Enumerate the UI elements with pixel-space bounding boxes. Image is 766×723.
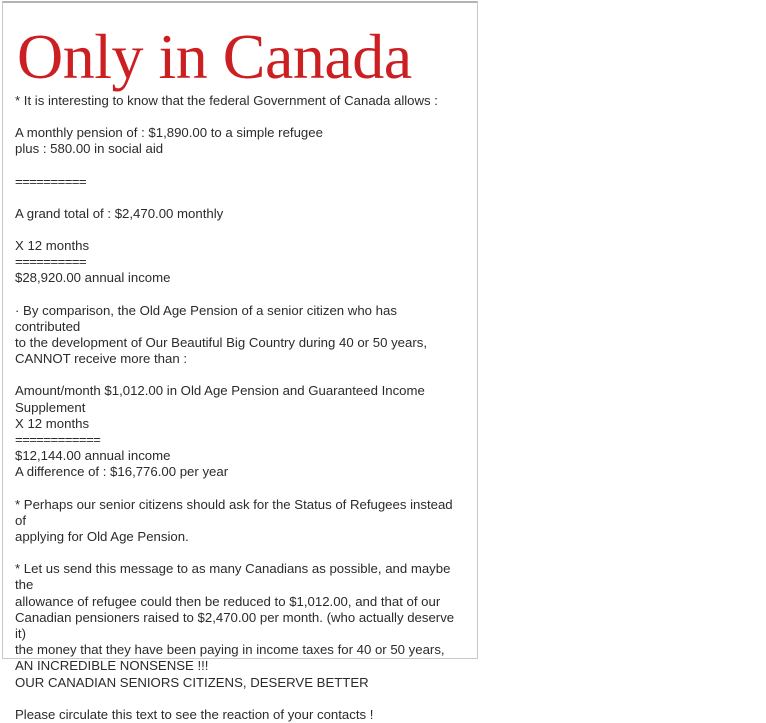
pension-months-line: X 12 months	[15, 415, 90, 431]
refugee-social-aid-line: plus : 580.00 in social aid	[15, 141, 164, 157]
document-text	[15, 89, 465, 723]
separator-line-2: ==========	[15, 254, 87, 270]
call-to-action-line-1: * Let us send this message to as many Canadians as possible, and maybe the	[15, 561, 455, 593]
paragraph-intro	[15, 93, 465, 109]
paragraph-pension-amounts	[15, 383, 465, 480]
document-body	[3, 3, 477, 723]
comparison-line-1: · By comparison, the Old Age Pension of a senior citizen who has contributed	[15, 302, 401, 334]
separator-line-1: ==========	[15, 173, 87, 189]
separator-line-3: ============	[15, 432, 101, 448]
comparison-line-3: CANNOT receive more than :	[15, 351, 187, 367]
paragraph-suggestion	[15, 497, 465, 546]
call-to-action-line-3: Canadian pensioners raised to $2,470.00 per month. (who actually deserve it)	[15, 609, 458, 642]
paragraph-refugee-amounts	[15, 125, 465, 157]
paragraph-annual-refugee	[15, 238, 465, 287]
paragraph-call-to-action	[15, 561, 465, 691]
suggestion-line-2: applying for Old Age Pension.	[15, 529, 189, 545]
document-page	[2, 1, 478, 722]
difference-line: A difference of : $16,776.00 per year	[15, 464, 229, 480]
paragraph-closing	[15, 707, 465, 723]
paragraph-grand-total	[15, 206, 465, 222]
closing-line: Please circulate this text to see the reaction of your contacts !	[15, 706, 374, 722]
pension-annual-income-line: $12,144.00 annual income	[15, 448, 171, 464]
comparison-line-2: to the development of Our Beautiful Big Country during 40 or 50 years,	[15, 335, 427, 351]
call-to-action-line-2: allowance of refugee could then be reduced to $1,012.00, and that of our	[15, 593, 441, 609]
suggestion-line-1: * Perhaps our senior citizens should ask for the Status of Refugees instead of	[15, 496, 457, 528]
exclamation-line: AN INCREDIBLE NONSENSE !!!	[15, 658, 209, 674]
paragraph-separator-1	[15, 174, 465, 190]
seniors-deserve-better-line: OUR CANADIAN SENIORS CITIZENS, DESERVE BETTER	[15, 674, 369, 690]
pension-supplement-line: Supplement	[15, 399, 86, 415]
refugee-annual-income-line: $28,920.00 annual income	[15, 270, 171, 286]
intro-line: * It is interesting to know that the federal Government of Canada allows :	[15, 93, 438, 108]
call-to-action-line-4: the money that they have been paying in income taxes for 40 or 50 years,	[15, 642, 445, 658]
grand-total-line: A grand total of : $2,470.00 monthly	[15, 205, 224, 221]
pension-amount-line: Amount/month $1,012.00 in Old Age Pension and Guaranteed Income	[15, 383, 425, 399]
paragraph-comparison	[15, 303, 465, 368]
refugee-pension-line: A monthly pension of : $1,890.00 to a simple refugee	[15, 125, 323, 141]
months-multiplier-line: X 12 months	[15, 238, 90, 254]
page-title: Only in Canada	[17, 21, 412, 92]
